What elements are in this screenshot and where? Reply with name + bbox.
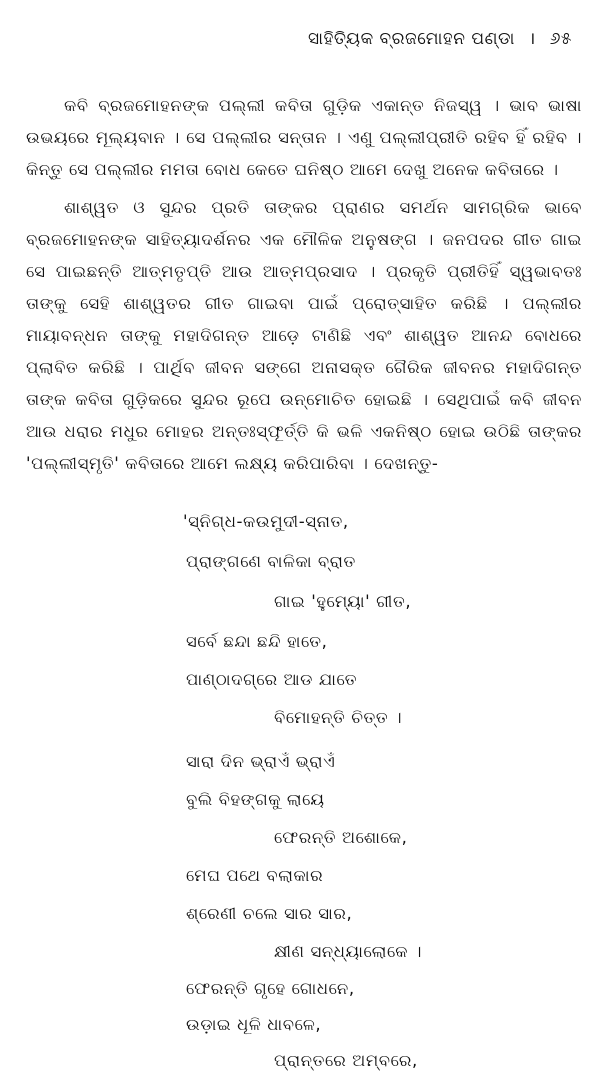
poem-line: ଫେରନ୍ତି ଗୃହେ ଗୋଧନେ,	[186, 979, 355, 998]
poem-line: କ୍ଷୀଣ ସନ୍ଧ୍ୟାଲୋକେ ।	[274, 942, 422, 961]
poem-quotation	[0, 512, 600, 1089]
header-separator: ।	[528, 29, 536, 49]
poem-line: ପ୍ରାଙ୍ଗଣେ ବାଳିକା ବ୍ରାତ	[186, 552, 356, 571]
poem-line: ଶ୍ରେଣୀ ଚଲେ ସାର ସାର,	[186, 904, 353, 923]
poem-stanza	[0, 752, 600, 979]
paragraph-2: ଶାଶ୍ୱତ ଓ ସୁନ୍ଦର ପ୍ରତି ତାଙ୍କର ପ୍ରାଣର ସମର୍ଥନ ସାମଗ୍ରିକ ଭାବେ ବ୍ରଜମୋହନଙ୍କ ସାହିତ୍ୟାଦର୍ଶନର ଏକ ମୌଳିକ ଅନୁଷଙ୍ଗ । ଜନପଦର ଗୀତ ଗାଇ ସେ ପାଇଛନ୍ତି ଆତ୍ମତୃପ୍ତି ଆଉ ଆତ୍ମପ୍ରସାଦ । ପ୍ରକୃତି ପ୍ରୀତିହିଁ ସ୍ୱଭାବତଃ ତାଙ୍କୁ ସେହି ଶାଶ୍ୱତର ଗୀତ ଗାଇବା ପାଇଁ ପ୍ରୋତ୍ସାହିତ କରିଛି । ପଲ୍ଲୀର ମାୟାବନ୍ଧନ ତାଙ୍କୁ ମହାଦିଗନ୍ତ ଆଡ଼େ ଟାଣିଛି ଏବଂ ଶାଶ୍ୱତ ଆନନ୍ଦ ବୋଧରେ ପ୍ଲାବିତ କରିଛି । ପାର୍ଥିବ ଜୀବନ ସଙ୍ଗେ ଅନାସକ୍ତ ଗୈରିକ ଜୀବନର ମହାଦିଗନ୍ତ ତାଙ୍କ କବିତା ଗୁଡ଼ିକରେ ସୁନ୍ଦର ରୂପେ ଉନ୍ମୋଚିତ ହୋଇଛି । ସେଥିପାଇଁ କବି ଜୀବନ ଆଉ ଧରାର ମଧୁର ମୋହର ଅନ୍ତଃସ୍ଫୂର୍ତ୍ତି କି ଭଳି ଏକନିଷ୍ଠ ହୋଇ ଉଠିଛି ତାଙ୍କର 'ପଲ୍ଲୀସ୍ମୃତି' କବିତାରେ ଆମେ ଲକ୍ଷ୍ୟ କରିପାରିବା । ଦେଖନ୍ତୁ-	[26, 198, 582, 473]
poem-line: 'ସ୍ନିଗ୍ଧ-କଉମୁଦୀ-ସ୍ନାତ,	[183, 512, 349, 531]
poem-line: ମେଘ ପଥେ ବଲାକାର	[186, 866, 324, 885]
prose-body	[26, 90, 582, 480]
poem-line: ସର୍ବେ ଛନ୍ଦା ଛନ୍ଦି ହାତେ,	[186, 632, 328, 651]
running-title: ସାହିତ୍ୟିକ ବ୍ରଜମୋହନ ପଣ୍ଡା	[308, 29, 515, 49]
poem-line: ପ୍ରାନ୍ତରେ ଅମ୍ବରେ,	[274, 1051, 418, 1070]
poem-line: ସାରା ଦିନ ଭ୍ରାଏଁ ଭ୍ରାଏଁ	[186, 752, 336, 771]
page-header	[308, 26, 572, 49]
page-number: ୬୫	[549, 29, 572, 49]
poem-line: ଉଡ଼ାଇ ଧୂଳି ଧାବଳେ,	[186, 1015, 322, 1034]
paragraph-1: କବି ବ୍ରଜମୋହନଙ୍କ ପଲ୍ଲୀ କବିତା ଗୁଡ଼ିକ ଏକାନ୍ତ ନିଜସ୍ୱ । ଭାବ ଭାଷା ଉଭୟରେ ମୂଲ୍ୟବାନ । ସେ ପଲ୍ଲୀର ସନ୍ତାନ । ଏଣୁ ପଲ୍ଲୀପ୍ରୀତି ରହିବ ହିଁ ରହିବ । କିନ୍ତୁ ସେ ପଲ୍ଲୀର ମମତା ବୋଧ କେତେ ଘନିଷ୍ଠ ଆମେ ଦେଖୁ ଅନେକ କବିତାରେ ।	[26, 96, 582, 179]
poem-line: ଗାଇ 'ହୁମ୍ୟୋ' ଗୀତ,	[274, 592, 412, 611]
poem-stanza	[0, 512, 600, 752]
poem-line: ବୁଲି ବିହଙ୍ଗକୁ ଲାୟେ	[186, 790, 325, 809]
poem-line: ଫେରନ୍ତି ଅଶୋକେ,	[274, 828, 408, 847]
poem-line: ପାଣ୍ଠାଦଗ୍ରେ ଆଡ ଯାତେ	[186, 670, 358, 689]
poem-line: ବିମୋହନ୍ତି ଚିତ୍ତ ।	[274, 708, 403, 727]
